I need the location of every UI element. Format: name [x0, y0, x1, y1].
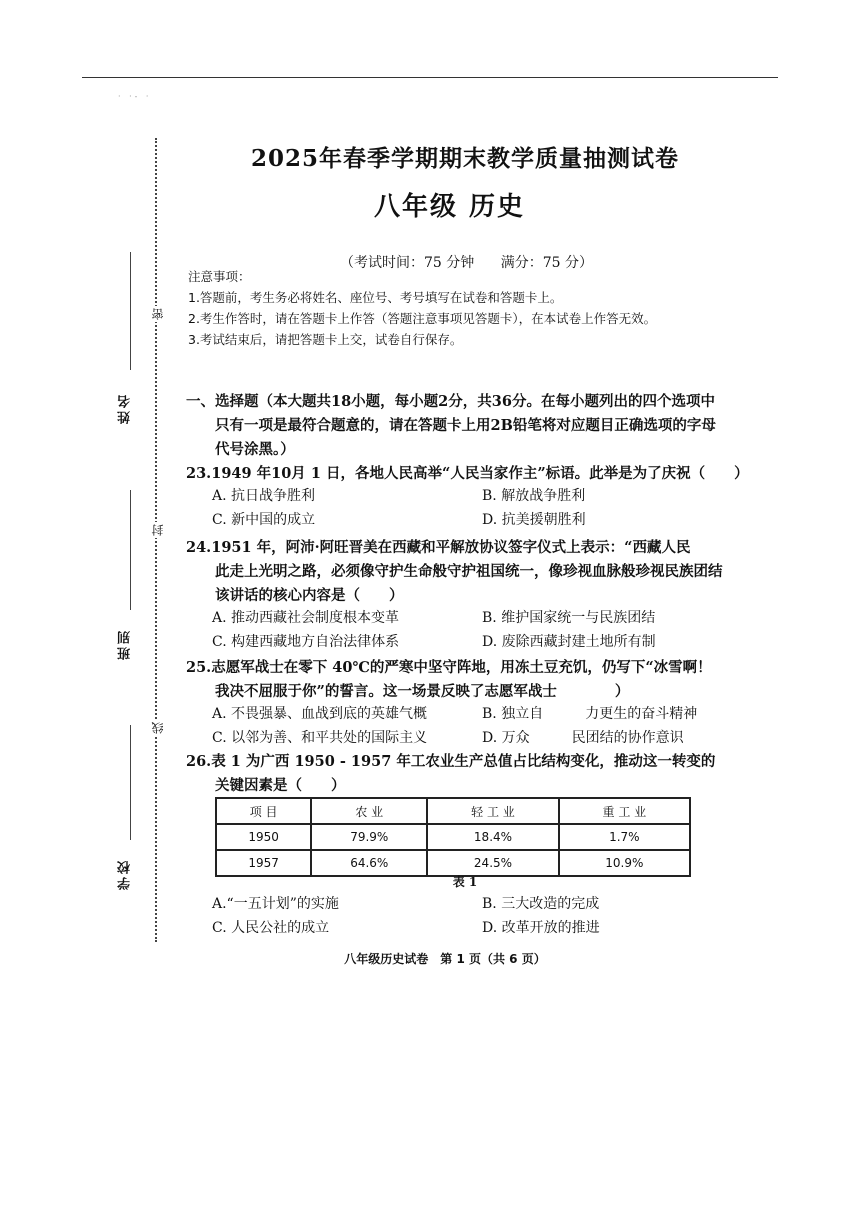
table-cell: 1957	[216, 850, 311, 876]
class-blank-line	[130, 490, 131, 610]
notice-item: 2.考生作答时，请在答题卡上作答（答题注意事项见答题卡），在本试卷上作答无效。	[188, 311, 657, 326]
question-line: 该讲话的核心内容是（ ）	[215, 587, 404, 604]
option-d: D. 废除西藏封建土地所有制	[482, 634, 656, 650]
option-c: C. 构建西藏地方自治法律体系	[212, 634, 400, 650]
notice-block	[188, 266, 656, 350]
question-line: 26.表 1 为广西 1950 - 1957 年工农业生产总值占比结构变化，推动这一转变的	[186, 753, 716, 770]
seal-char-xian: 线	[151, 722, 165, 734]
question-23-options	[212, 484, 752, 532]
class-label: 班别	[118, 628, 133, 660]
option-b: B. 独立自 力更生的奋斗精神	[482, 706, 698, 722]
option-c: C. 以邻为善、和平共处的国际主义	[212, 730, 428, 746]
table-cell: 64.6%	[311, 850, 427, 876]
name-blank-line	[130, 252, 131, 370]
table-header-cell: 重 工 业	[559, 798, 690, 824]
question-line: 25.志愿军战士在零下 40℃的严寒中坚守阵地，用冻土豆充饥，仍写下“冰雪啊！	[186, 659, 712, 676]
table-caption: 表 1	[452, 875, 478, 889]
name-label: 姓名	[118, 392, 133, 424]
option-d: D. 万众 民团结的协作意识	[482, 730, 684, 746]
exam-time: （考试时间：75 分钟	[340, 255, 475, 271]
question-24-options	[212, 606, 752, 654]
option-a: A.“一五计划”的实施	[212, 896, 339, 912]
table-header-cell: 项 目	[216, 798, 311, 824]
school-label: 学校	[118, 858, 133, 890]
option-b: B. 三大改造的完成	[482, 896, 600, 912]
question-25-options	[212, 702, 752, 750]
section-heading	[186, 390, 756, 462]
table-cell: 10.9%	[559, 850, 690, 876]
section-line: 代号涂黑。）	[215, 441, 295, 458]
table-1	[215, 797, 691, 877]
table-cell: 1950	[216, 824, 311, 850]
table-cell: 24.5%	[427, 850, 558, 876]
question-24	[186, 536, 756, 608]
seal-char-mi: 密	[151, 308, 165, 320]
table-row	[216, 824, 690, 850]
table-header-cell: 轻 工 业	[427, 798, 558, 824]
page-footer: 八年级历史试卷 第 1 页（共 6 页）	[344, 952, 546, 966]
notice-item: 3.考试结束后，请把答题卡上交，试卷自行保存。	[188, 332, 463, 347]
seal-char-feng: 封	[151, 524, 165, 536]
option-b: B. 解放战争胜利	[482, 488, 586, 504]
question-25	[186, 656, 756, 704]
table-cell: 18.4%	[427, 824, 558, 850]
section-line: 一、选择题（本大题共18小题，每小题2分，共36分。在每小题列出的四个选项中	[186, 393, 715, 410]
notice-item: 1.答题前，考生务必将姓名、座位号、考号填写在试卷和答题卡上。	[188, 290, 563, 305]
question-line: 关键因素是（ ）	[215, 777, 346, 794]
exam-title: 2025年春季学期期末教学质量抽测试卷	[250, 145, 679, 172]
notice-heading: 注意事项：	[188, 269, 251, 284]
option-d: D. 抗美援朝胜利	[482, 512, 586, 528]
option-c: C. 人民公社的成立	[212, 920, 330, 936]
table-cell: 1.7%	[559, 824, 690, 850]
exam-subtitle: 八年级 历史	[374, 192, 526, 222]
table-cell: 79.9%	[311, 824, 427, 850]
question-line: 此走上光明之路，必须像守护生命般守护祖国统一，像珍视血脉般珍视民族团结	[215, 563, 723, 580]
question-line: 24.1951 年，阿沛·阿旺晋美在西藏和平解放协议签字仪式上表示：“西藏人民	[186, 539, 691, 556]
section-line: 只有一项是最符合题意的，请在答题卡上用2B铅笔将对应题目正确选项的字母	[215, 417, 716, 434]
question-line: 我决不屈服于你”的誓言。这一场景反映了志愿军战士 ）	[215, 683, 630, 700]
question-line: 23.1949 年10月 1 日，各地人民高举“人民当家作主”标语。此举是为了庆祝（ ）	[186, 465, 749, 482]
table-header-cell: 农 业	[311, 798, 427, 824]
option-a: A. 不畏强暴、血战到底的英雄气概	[212, 706, 428, 722]
option-d: D. 改革开放的推进	[482, 920, 600, 936]
school-blank-line	[130, 725, 131, 840]
option-b: B. 维护国家统一与民族团结	[482, 610, 656, 626]
question-26-options	[212, 892, 752, 940]
binding-dotted-line	[155, 138, 157, 942]
option-a: A. 抗日战争胜利	[212, 488, 316, 504]
question-26	[186, 750, 756, 798]
exam-score: 满分：75 分）	[500, 255, 593, 271]
question-23	[186, 462, 756, 486]
table-header-row	[216, 798, 690, 824]
top-rule	[82, 77, 778, 78]
option-c: C. 新中国的成立	[212, 512, 316, 528]
scan-specks: · ·‐ ·	[118, 92, 152, 101]
option-a: A. 推动西藏社会制度根本变革	[212, 610, 400, 626]
